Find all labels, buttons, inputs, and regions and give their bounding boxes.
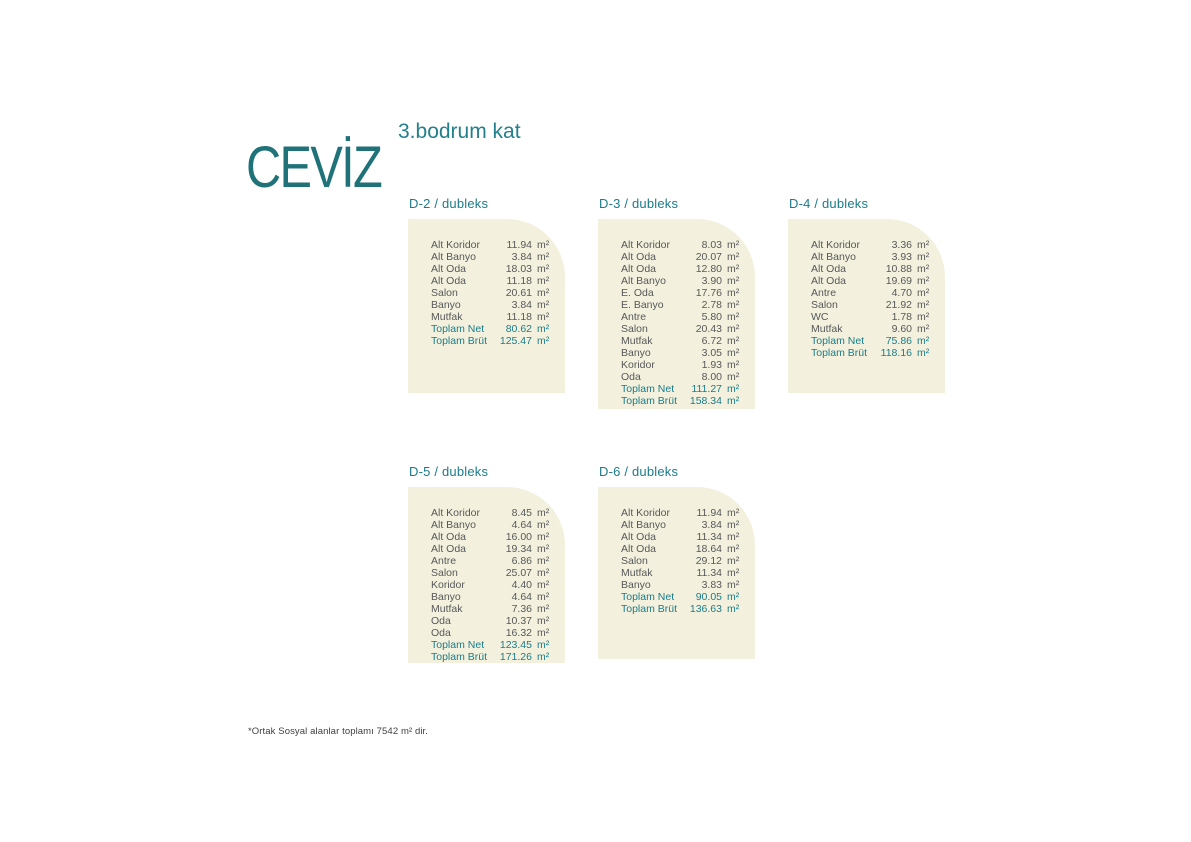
total-row bbox=[431, 639, 553, 651]
area-unit-label: m² bbox=[727, 519, 740, 531]
area-unit-label: m² bbox=[537, 651, 550, 663]
room-area-value: 11.94 bbox=[506, 239, 532, 251]
room-label: Antre bbox=[811, 287, 837, 299]
footnote: *Ortak Sosyal alanlar toplamı 7542 m² dir. bbox=[248, 726, 429, 737]
room-area-value: 18.03 bbox=[505, 263, 532, 275]
room-label: Oda bbox=[431, 627, 451, 639]
room-area-value: 3.90 bbox=[701, 275, 722, 287]
area-row bbox=[621, 275, 743, 287]
room-label: Banyo bbox=[621, 347, 651, 359]
area-row bbox=[621, 543, 743, 555]
total-row bbox=[811, 335, 933, 347]
area-unit-label: m² bbox=[727, 347, 740, 359]
area-row bbox=[621, 507, 743, 519]
area-unit-label: m² bbox=[727, 323, 740, 335]
area-unit-label: m² bbox=[917, 311, 930, 323]
room-area-value: 21.92 bbox=[885, 299, 912, 311]
area-unit-label: m² bbox=[727, 543, 740, 555]
unit-header: D-3 / dubleks bbox=[599, 196, 679, 211]
room-area-value: 3.83 bbox=[701, 579, 722, 591]
area-unit-label: m² bbox=[537, 287, 550, 299]
area-unit-label: m² bbox=[537, 615, 550, 627]
area-unit-label: m² bbox=[727, 359, 740, 371]
total-row bbox=[431, 323, 553, 335]
room-label: Mutfak bbox=[621, 567, 653, 579]
room-area-value: 8.00 bbox=[701, 371, 722, 383]
area-unit-label: m² bbox=[537, 531, 550, 543]
area-unit-label: m² bbox=[537, 275, 550, 287]
area-unit-label: m² bbox=[537, 543, 550, 555]
room-label: Banyo bbox=[431, 591, 461, 603]
room-area-value: 16.00 bbox=[505, 531, 532, 543]
room-label: Alt Oda bbox=[621, 543, 657, 555]
room-label: Alt Oda bbox=[811, 275, 847, 287]
area-row bbox=[431, 567, 553, 579]
room-area-value: 19.69 bbox=[885, 275, 912, 287]
room-label: Toplam Brüt bbox=[621, 603, 678, 615]
unit-area-card bbox=[408, 487, 565, 663]
room-label: Koridor bbox=[431, 579, 465, 591]
area-unit-label: m² bbox=[917, 287, 930, 299]
room-label: Toplam Brüt bbox=[431, 335, 488, 347]
area-row bbox=[811, 275, 933, 287]
area-row bbox=[811, 311, 933, 323]
room-area-value: 3.93 bbox=[891, 251, 912, 263]
room-label: Alt Banyo bbox=[621, 275, 666, 287]
area-row bbox=[431, 287, 553, 299]
room-label: Toplam Brüt bbox=[621, 395, 678, 407]
area-unit-label: m² bbox=[727, 335, 740, 347]
room-area-value: 20.07 bbox=[695, 251, 722, 263]
room-area-value: 20.61 bbox=[505, 287, 532, 299]
room-label: Toplam Net bbox=[811, 335, 865, 347]
room-area-value: 11.94 bbox=[696, 507, 722, 519]
area-row bbox=[621, 371, 743, 383]
area-row bbox=[811, 251, 933, 263]
room-label: Salon bbox=[431, 287, 458, 299]
area-unit-label: m² bbox=[727, 591, 740, 603]
area-unit-label: m² bbox=[917, 275, 930, 287]
area-unit-label: m² bbox=[917, 335, 930, 347]
room-label: Antre bbox=[431, 555, 457, 567]
area-row bbox=[621, 531, 743, 543]
area-unit-label: m² bbox=[727, 579, 740, 591]
area-unit-label: m² bbox=[537, 507, 550, 519]
area-row bbox=[431, 591, 553, 603]
area-unit-label: m² bbox=[917, 239, 930, 251]
room-label: Mutfak bbox=[431, 311, 463, 323]
area-row bbox=[811, 299, 933, 311]
room-label: Salon bbox=[811, 299, 838, 311]
unit-area-card bbox=[598, 219, 755, 409]
area-row bbox=[621, 579, 743, 591]
area-row bbox=[431, 615, 553, 627]
area-row bbox=[621, 239, 743, 251]
room-label: Mutfak bbox=[431, 603, 463, 615]
room-label: Alt Oda bbox=[621, 251, 657, 263]
room-area-value: 3.05 bbox=[701, 347, 722, 359]
room-label: Alt Oda bbox=[431, 275, 467, 287]
total-row bbox=[621, 395, 743, 407]
area-unit-label: m² bbox=[727, 251, 740, 263]
area-unit-label: m² bbox=[537, 263, 550, 275]
area-row bbox=[431, 555, 553, 567]
area-row bbox=[621, 359, 743, 371]
room-label: Alt Koridor bbox=[431, 507, 481, 519]
area-unit-label: m² bbox=[917, 299, 930, 311]
room-area-value: 75.86 bbox=[885, 335, 912, 347]
room-label: Alt Koridor bbox=[431, 239, 481, 251]
total-row bbox=[811, 347, 933, 359]
room-area-value: 9.60 bbox=[891, 323, 912, 335]
room-area-value: 1.93 bbox=[701, 359, 722, 371]
room-area-value: 11.18 bbox=[506, 275, 532, 287]
area-row bbox=[431, 531, 553, 543]
room-label: E. Oda bbox=[621, 287, 654, 299]
total-row bbox=[621, 383, 743, 395]
room-area-value: 11.18 bbox=[506, 311, 532, 323]
total-row bbox=[431, 335, 553, 347]
area-unit-label: m² bbox=[727, 299, 740, 311]
area-unit-label: m² bbox=[727, 603, 740, 615]
room-area-value: 3.84 bbox=[511, 251, 532, 263]
room-area-value: 11.34 bbox=[696, 531, 722, 543]
unit-header: D-4 / dubleks bbox=[789, 196, 869, 211]
room-label: Oda bbox=[431, 615, 451, 627]
page-title: CEVİZ bbox=[246, 134, 382, 200]
room-label: Alt Oda bbox=[621, 531, 657, 543]
area-unit-label: m² bbox=[727, 311, 740, 323]
area-row bbox=[431, 263, 553, 275]
area-row bbox=[621, 335, 743, 347]
area-unit-label: m² bbox=[537, 555, 550, 567]
area-row bbox=[621, 263, 743, 275]
area-unit-label: m² bbox=[537, 603, 550, 615]
room-area-value: 4.64 bbox=[511, 591, 532, 603]
area-unit-label: m² bbox=[727, 567, 740, 579]
room-area-value: 125.47 bbox=[499, 335, 532, 347]
area-unit-label: m² bbox=[727, 507, 740, 519]
unit-card-d-3 bbox=[598, 196, 755, 409]
room-area-value: 29.12 bbox=[695, 555, 722, 567]
room-area-value: 2.78 bbox=[701, 299, 722, 311]
area-row bbox=[431, 543, 553, 555]
area-unit-label: m² bbox=[537, 627, 550, 639]
room-area-value: 123.45 bbox=[499, 639, 532, 651]
room-label: Toplam Brüt bbox=[431, 651, 488, 663]
room-label: Alt Oda bbox=[811, 263, 847, 275]
area-unit-label: m² bbox=[727, 263, 740, 275]
room-area-value: 16.32 bbox=[505, 627, 532, 639]
room-label: Alt Oda bbox=[431, 543, 467, 555]
room-area-value: 8.45 bbox=[511, 507, 532, 519]
room-label: Toplam Net bbox=[431, 323, 485, 335]
area-row bbox=[431, 579, 553, 591]
unit-card-d-2 bbox=[408, 196, 565, 393]
room-area-value: 158.34 bbox=[689, 395, 722, 407]
area-unit-label: m² bbox=[537, 639, 550, 651]
room-area-value: 90.05 bbox=[695, 591, 722, 603]
area-unit-label: m² bbox=[917, 263, 930, 275]
area-unit-label: m² bbox=[537, 519, 550, 531]
room-area-value: 12.80 bbox=[695, 263, 722, 275]
room-area-value: 18.64 bbox=[695, 543, 722, 555]
room-area-value: 10.37 bbox=[505, 615, 532, 627]
room-area-value: 11.34 bbox=[696, 567, 722, 579]
unit-area-card bbox=[598, 487, 755, 659]
area-row bbox=[811, 239, 933, 251]
room-area-value: 20.43 bbox=[695, 323, 722, 335]
room-area-value: 3.84 bbox=[701, 519, 722, 531]
area-row bbox=[431, 603, 553, 615]
room-label: Alt Koridor bbox=[621, 507, 671, 519]
room-area-value: 118.16 bbox=[880, 347, 912, 359]
unit-card-d-6 bbox=[598, 464, 755, 659]
room-area-value: 7.36 bbox=[511, 603, 532, 615]
unit-card-d-5 bbox=[408, 464, 565, 663]
room-area-value: 3.36 bbox=[891, 239, 912, 251]
area-row bbox=[621, 287, 743, 299]
area-row bbox=[621, 347, 743, 359]
room-label: WC bbox=[811, 311, 829, 323]
area-unit-label: m² bbox=[917, 323, 930, 335]
room-label: Alt Banyo bbox=[431, 251, 476, 263]
room-area-value: 6.86 bbox=[511, 555, 532, 567]
area-unit-label: m² bbox=[537, 323, 550, 335]
room-area-value: 6.72 bbox=[701, 335, 722, 347]
room-label: Mutfak bbox=[621, 335, 653, 347]
area-unit-label: m² bbox=[727, 531, 740, 543]
area-row bbox=[431, 507, 553, 519]
area-unit-label: m² bbox=[727, 287, 740, 299]
unit-header: D-2 / dubleks bbox=[409, 196, 489, 211]
area-unit-label: m² bbox=[727, 395, 740, 407]
room-label: Alt Oda bbox=[431, 531, 467, 543]
area-unit-label: m² bbox=[537, 251, 550, 263]
room-area-value: 111.27 bbox=[691, 383, 722, 395]
room-label: Alt Koridor bbox=[811, 239, 861, 251]
area-row bbox=[621, 555, 743, 567]
area-unit-label: m² bbox=[917, 251, 930, 263]
area-row bbox=[621, 567, 743, 579]
unit-card-d-4 bbox=[788, 196, 945, 393]
room-area-value: 80.62 bbox=[505, 323, 532, 335]
area-unit-label: m² bbox=[727, 239, 740, 251]
area-unit-label: m² bbox=[537, 579, 550, 591]
room-label: Salon bbox=[431, 567, 458, 579]
unit-area-card bbox=[788, 219, 945, 393]
room-label: Alt Oda bbox=[621, 263, 657, 275]
area-unit-label: m² bbox=[727, 555, 740, 567]
area-unit-label: m² bbox=[917, 347, 930, 359]
room-label: Alt Banyo bbox=[811, 251, 856, 263]
room-label: Oda bbox=[621, 371, 641, 383]
room-area-value: 8.03 bbox=[701, 239, 722, 251]
room-area-value: 5.80 bbox=[701, 311, 722, 323]
room-label: Koridor bbox=[621, 359, 655, 371]
area-unit-label: m² bbox=[727, 383, 740, 395]
room-label: Alt Oda bbox=[431, 263, 467, 275]
area-unit-label: m² bbox=[537, 299, 550, 311]
area-unit-label: m² bbox=[537, 239, 550, 251]
room-area-value: 10.88 bbox=[885, 263, 912, 275]
room-label: Antre bbox=[621, 311, 647, 323]
area-row bbox=[621, 251, 743, 263]
room-label: Toplam Net bbox=[431, 639, 485, 651]
area-row bbox=[621, 323, 743, 335]
room-label: E. Banyo bbox=[621, 299, 664, 311]
area-unit-label: m² bbox=[537, 335, 550, 347]
area-row bbox=[431, 519, 553, 531]
area-row bbox=[811, 263, 933, 275]
room-area-value: 4.64 bbox=[511, 519, 532, 531]
room-label: Toplam Net bbox=[621, 591, 675, 603]
area-row bbox=[431, 311, 553, 323]
room-area-value: 4.40 bbox=[511, 579, 532, 591]
room-area-value: 3.84 bbox=[511, 299, 532, 311]
area-row bbox=[431, 239, 553, 251]
area-row bbox=[621, 299, 743, 311]
room-label: Toplam Net bbox=[621, 383, 675, 395]
room-label: Alt Koridor bbox=[621, 239, 671, 251]
total-row bbox=[431, 651, 553, 663]
room-area-value: 19.34 bbox=[505, 543, 532, 555]
area-row bbox=[431, 299, 553, 311]
area-row bbox=[431, 251, 553, 263]
area-row bbox=[431, 627, 553, 639]
area-row bbox=[811, 323, 933, 335]
room-area-value: 171.26 bbox=[499, 651, 532, 663]
area-row bbox=[811, 287, 933, 299]
area-row bbox=[621, 519, 743, 531]
unit-header: D-5 / dubleks bbox=[409, 464, 489, 479]
area-unit-label: m² bbox=[537, 567, 550, 579]
unit-header: D-6 / dubleks bbox=[599, 464, 679, 479]
room-label: Mutfak bbox=[811, 323, 843, 335]
area-unit-label: m² bbox=[537, 311, 550, 323]
area-unit-label: m² bbox=[727, 371, 740, 383]
page-subtitle: 3.bodrum kat bbox=[398, 120, 521, 143]
area-unit-label: m² bbox=[727, 275, 740, 287]
room-area-value: 4.70 bbox=[891, 287, 912, 299]
room-label: Salon bbox=[621, 323, 648, 335]
unit-area-card bbox=[408, 219, 565, 393]
room-area-value: 25.07 bbox=[505, 567, 532, 579]
room-label: Toplam Brüt bbox=[811, 347, 868, 359]
room-label: Alt Banyo bbox=[621, 519, 666, 531]
area-row bbox=[621, 311, 743, 323]
room-label: Alt Banyo bbox=[431, 519, 476, 531]
area-row bbox=[431, 275, 553, 287]
room-area-value: 1.78 bbox=[891, 311, 912, 323]
room-area-value: 17.76 bbox=[695, 287, 722, 299]
total-row bbox=[621, 603, 743, 615]
room-label: Banyo bbox=[431, 299, 461, 311]
room-area-value: 136.63 bbox=[689, 603, 722, 615]
room-label: Banyo bbox=[621, 579, 651, 591]
total-row bbox=[621, 591, 743, 603]
area-unit-label: m² bbox=[537, 591, 550, 603]
room-label: Salon bbox=[621, 555, 648, 567]
